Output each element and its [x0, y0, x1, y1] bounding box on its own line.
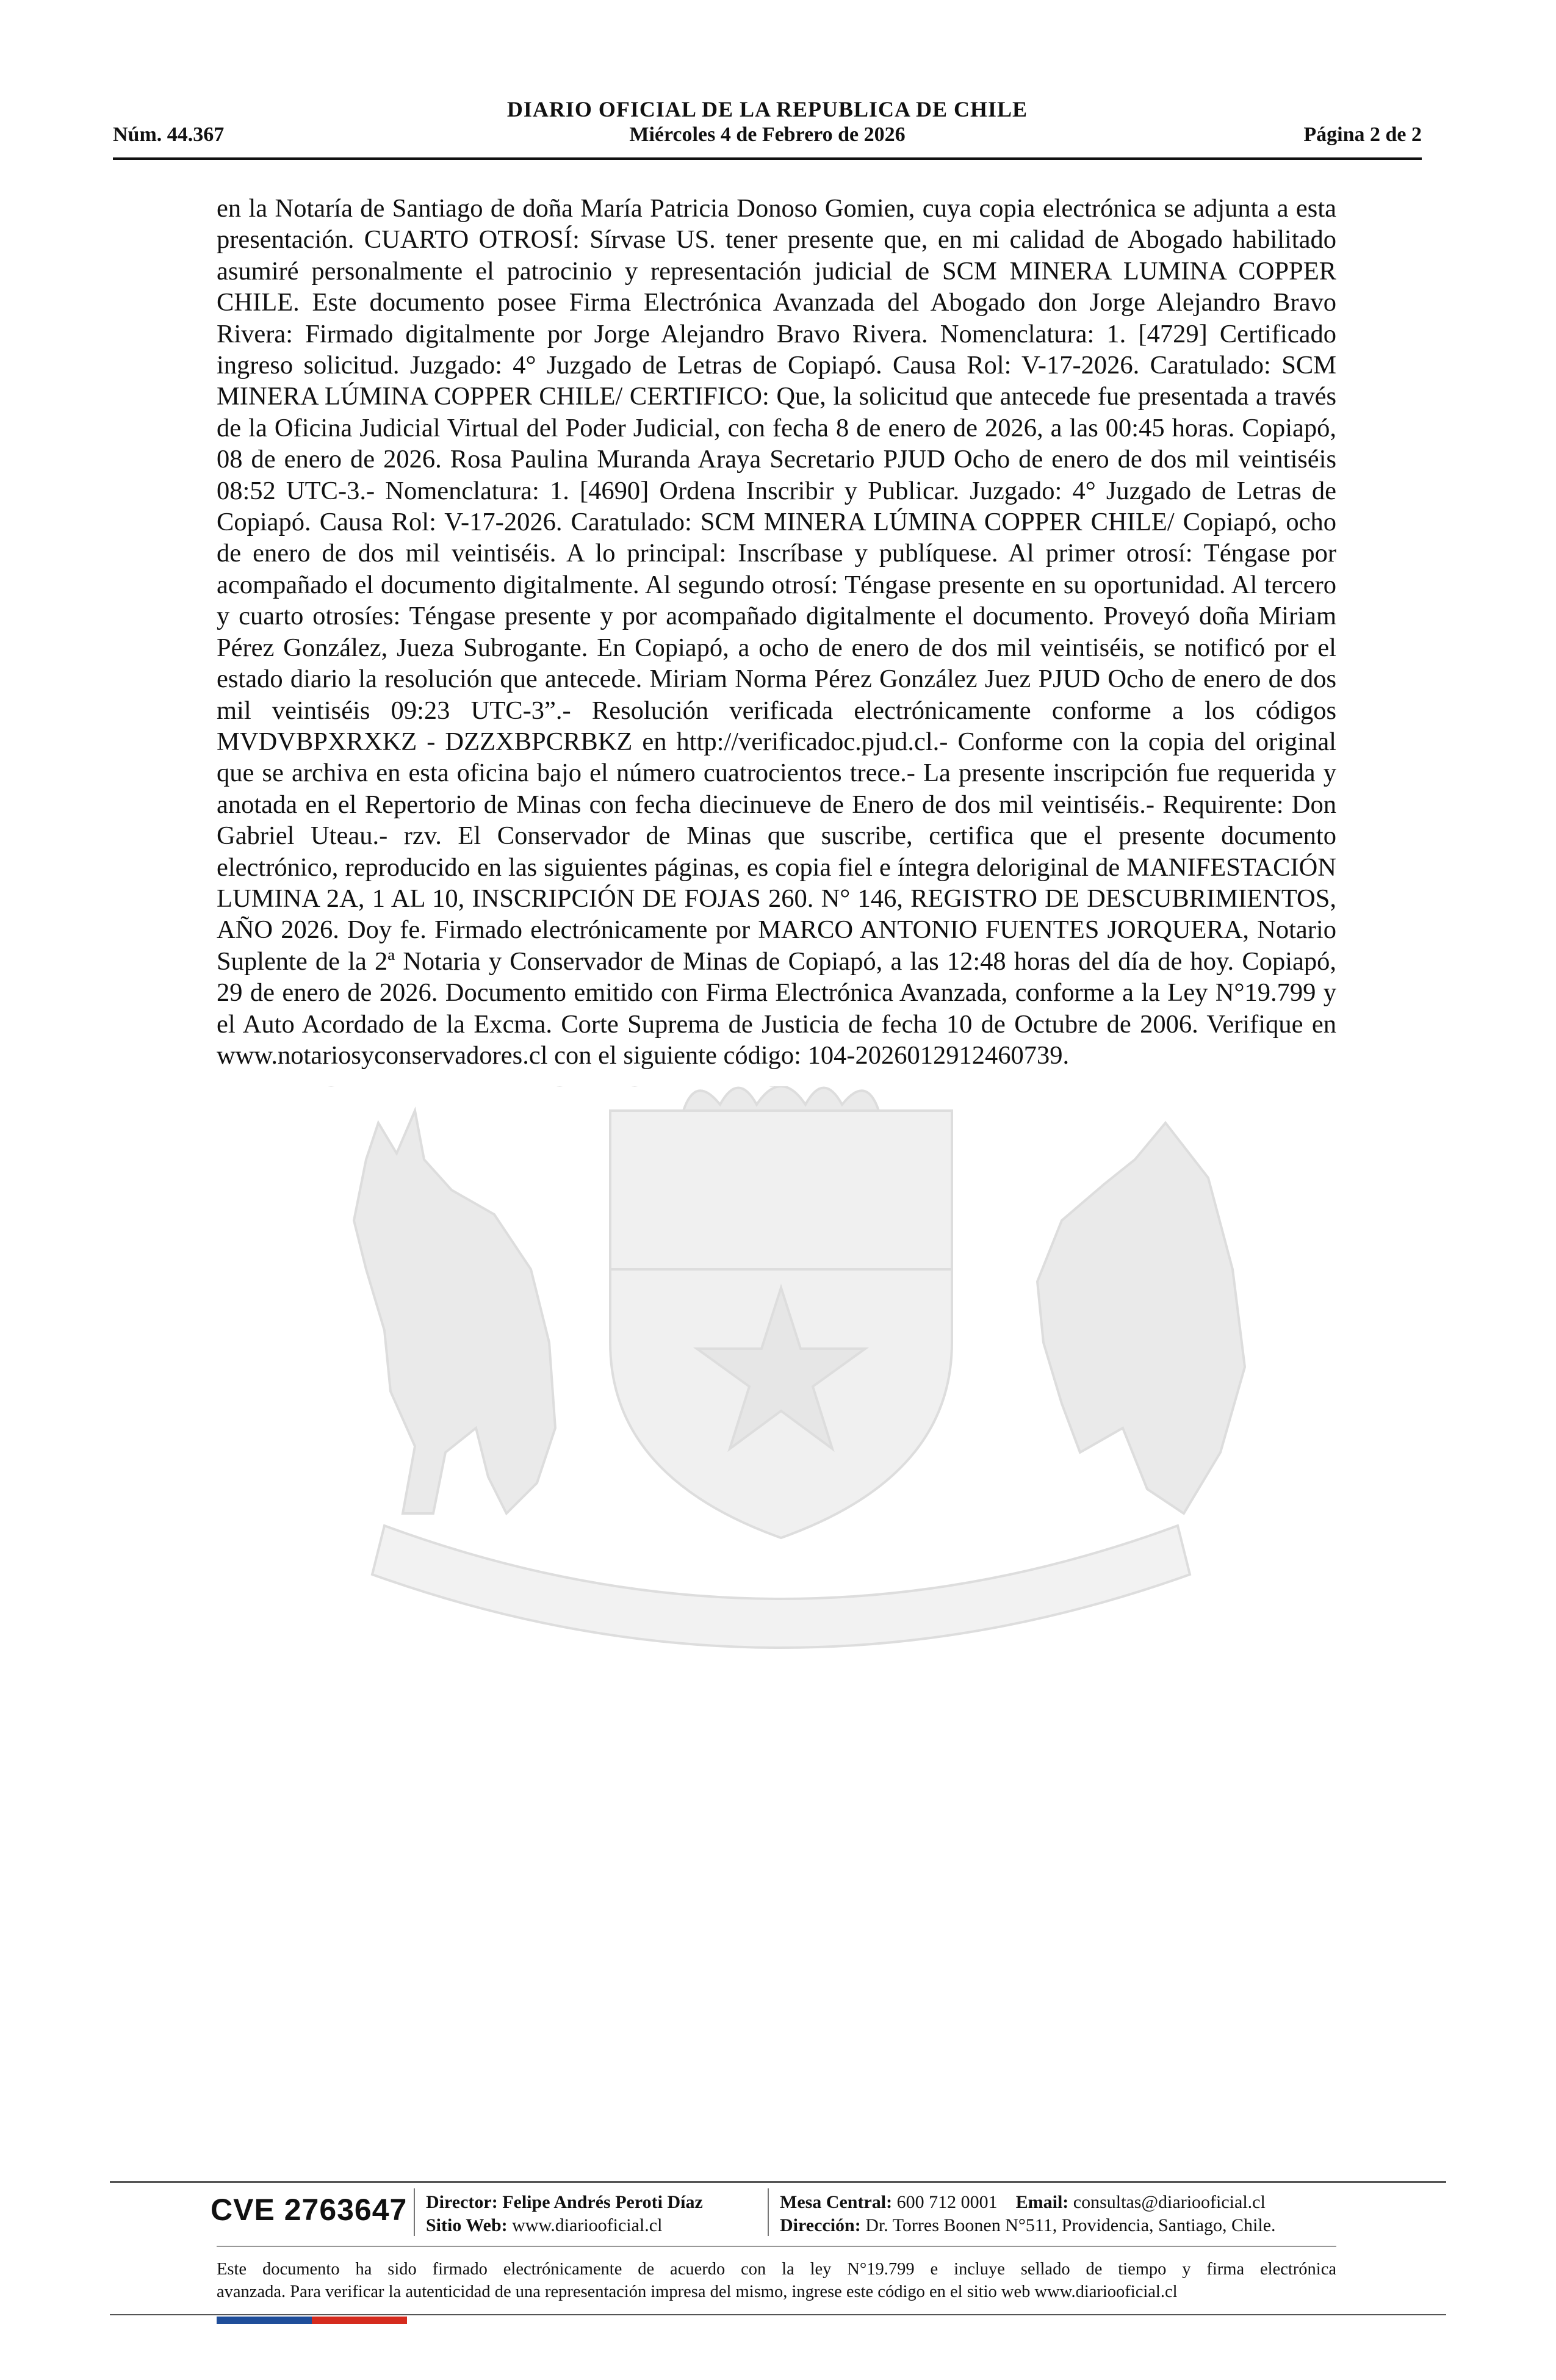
address-line	[780, 2214, 1276, 2237]
director-label: Director:	[426, 2192, 498, 2212]
footer-separator-2	[768, 2188, 769, 2236]
watermark-motto	[293, 1086, 903, 1095]
flag-blue-segment	[217, 2317, 312, 2324]
site-line	[426, 2214, 703, 2237]
chilean-coat-of-arms-icon	[293, 1086, 1269, 1727]
footer-director-block	[426, 2191, 703, 2237]
legal-notice	[217, 2258, 1336, 2303]
address-label: Dirección:	[780, 2215, 861, 2235]
footer-separator-1	[414, 2188, 415, 2236]
address-text: Dr. Torres Boonen N°511, Providencia, Santiago, Chile.	[865, 2215, 1276, 2235]
page-number: Página 2 de 2	[1303, 123, 1422, 146]
director-name: Felipe Andrés Peroti Díaz	[502, 2192, 703, 2212]
site-label: Sitio Web:	[426, 2215, 508, 2235]
issue-number: Núm. 44.367	[113, 123, 225, 146]
page-header	[113, 93, 1422, 160]
coat-of-arms-watermark	[293, 1086, 1269, 1727]
mesa-phone: 600 712 0001	[896, 2192, 998, 2212]
email-link[interactable]: consultas@diariooficial.cl	[1073, 2192, 1266, 2212]
publication-title: DIARIO OFICIAL DE LA REPUBLICA DE CHILE	[506, 97, 1028, 121]
legal-line-1: Este documento ha sido firmado electrónicamente de acuerdo con la ley N°19.799 e incluye sellado de tiempo y firma electrónica	[217, 2260, 1336, 2279]
flag-red-segment	[312, 2317, 407, 2324]
director-line	[426, 2191, 703, 2214]
document-body: en la Notaría de Santiago de doña María Patricia Donoso Gomien, cuya copia electrónica se adjunta a esta presentación. CUARTO OTROSÍ: Sírvase US. tener presente que, en mi calidad de Abogado habilitado asumiré personalmente el patrocinio y representación judicial de SCM MINERA LUMINA COPPER CHILE. Este documento posee Firma Electrónica Avanzada del Abogado don Jorge Alejandro Bravo Rivera: Firmado digitalmente por Jorge Alejandro Bravo Rivera. Nomenclatura: 1. [4729] Certificado ingreso solicitud. Juzgado: 4° Juzgado de Letras de Copiapó. Causa Rol: V-17-2026. Caratulado: SCM MINERA LÚMINA COPPER CHILE/ CERTIFICO: Que, la solicitud que antecede fue presentada a través de la Oficina Judicial Virtual del Poder Judicial, con fecha 8 de enero de 2026, a las 00:45 horas. Copiapó, 08 de enero de 2026. Rosa Paulina Muranda Araya Secretario PJUD Ocho de enero de dos mil veintiséis 08:52 UTC-3.- Nomenclatura: 1. [4690] Ordena Inscribir y Publicar. Juzgado: 4° Juzgado de Letras de Copiapó. Causa Rol: V-17-2026. Caratulado: SCM MINERA LÚMINA COPPER CHILE/ Copiapó, ocho de enero de dos mil veintiséis. A lo principal: Inscríbase y publíquese. Al primer otrosí: Téngase por acompañado el documento digitalmente. Al segundo otrosí: Téngase presente en su oportunidad. Al tercero y cuarto otrosíes: Téngase presente y por acompañado digitalmente el documento. Proveyó doña Miriam Pérez González, Jueza Subrogante. En Copiapó, a ocho de enero de dos mil veintiséis, se notificó por el estado diario la resolución que antecede. Miriam Norma Pérez González Juez PJUD Ocho de enero de dos mil veintiséis 09:23 UTC-3”.- Resolución verificada electrónicamente conforme a los códigos MVDVBPXRXKZ - DZZXBPCRBKZ en http://verificadoc.pjud.cl.- Conforme con la copia del original que se archiva en esta oficina bajo el número cuatrocientos trece.- La presente inscripción fue requerida y anotada en el Repertorio de Minas con fecha diecinueve de Enero de dos mil veintiséis.- Requirente: Don Gabriel Uteau.- rzv. El Conservador de Minas que suscribe, certifica que el presente documento electrónico, reproducido en las siguientes páginas, es copia fiel e íntegra deloriginal de MANIFESTACIÓN LUMINA 2A, 1 AL 10, INSCRIPCIÓN DE FOJAS 260. N° 146, REGISTRO DE DESCUBRIMIENTOS, AÑO 2026. Doy fe. Firmado electrónicamente por MARCO ANTONIO FUENTES JORQUERA, Notario Suplente de la 2ª Notaria y Conservador de Minas de Copiapó, a las 12:48 horas del día de hoy. Copiapó, 29 de enero de 2026. Documento emitido con Firma Electrónica Avanzada, conforme a la Ley N°19.799 y el Auto Acordado de la Excma. Corte Suprema de Justicia de fecha 10 de Octubre de 2006. Verifique en www.notariosyconservadores.cl con el siguiente código: 104-2026012912460739.	[217, 194, 1336, 1070]
footer-top-rule	[110, 2181, 1446, 2183]
site-link[interactable]: www.diariooficial.cl	[512, 2215, 663, 2235]
mesa-label: Mesa Central:	[780, 2192, 893, 2212]
footer-bottom-rule	[110, 2314, 1446, 2315]
footer-contact-block	[780, 2191, 1276, 2237]
footer-mid-rule	[217, 2246, 1336, 2247]
cve-code: CVE 2763647	[211, 2193, 408, 2227]
issue-date: Miércoles 4 de Febrero de 2026	[629, 123, 906, 146]
legal-line-2: avanzada. Para verificar la autenticidad de una representación impresa del mismo, ingrese este código en el sitio web www.diariooficial.cl	[217, 2282, 1178, 2301]
chile-flag-bar	[217, 2317, 407, 2324]
email-label: Email:	[1015, 2192, 1069, 2212]
contact-line	[780, 2191, 1276, 2214]
